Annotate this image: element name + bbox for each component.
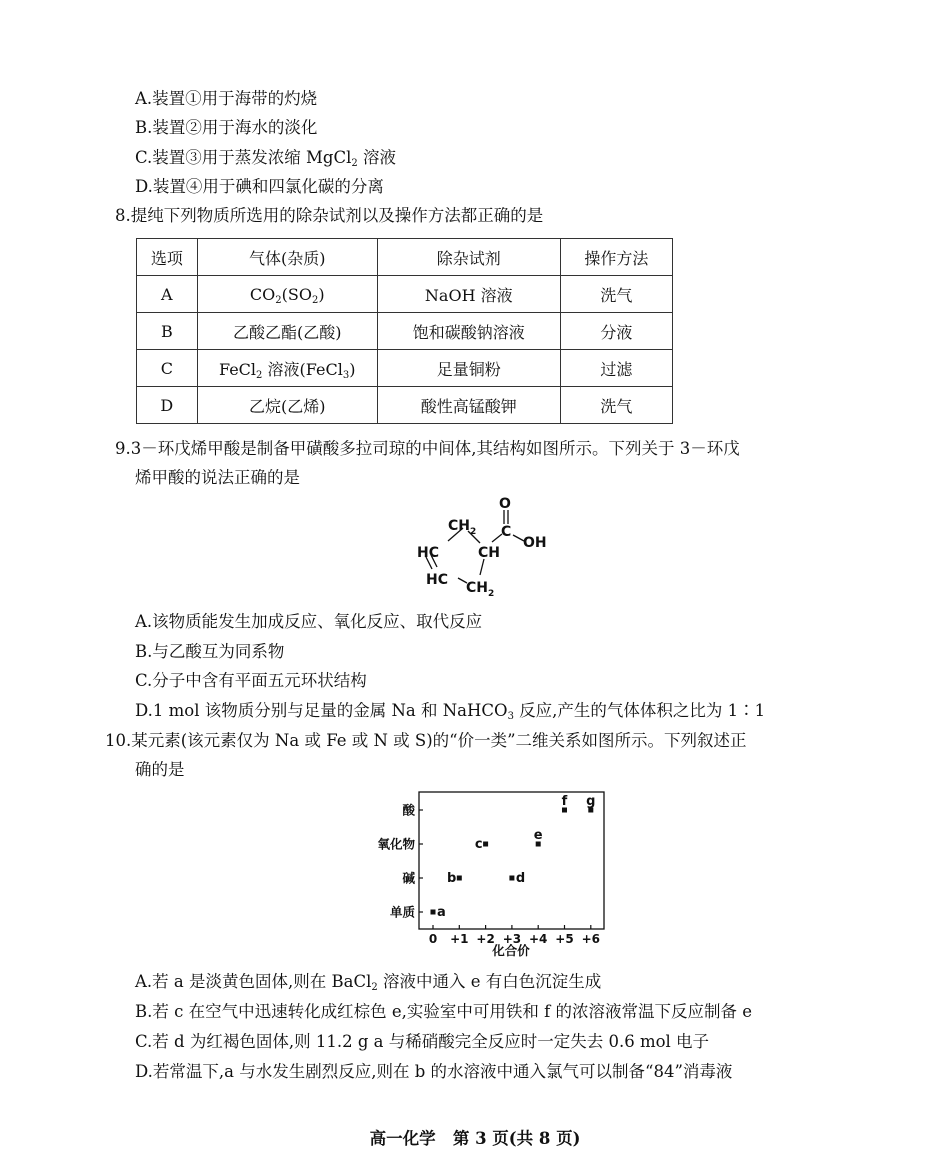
table-row: A $CO_2(SO_2)$ NaOH 溶液 洗气: [137, 276, 673, 313]
atom-ch: CH: [478, 545, 500, 561]
table-header: 除杂试剂: [377, 239, 560, 276]
x-tick-label: +5: [555, 932, 574, 946]
data-label-f: f: [561, 794, 568, 809]
q7-option-b: B.装置②用于海水的淡化: [135, 118, 318, 137]
x-tick-label: 0: [428, 932, 438, 946]
data-label-a: a: [437, 905, 446, 920]
q9-option-a: A.该物质能发生加成反应、氧化反应、取代反应: [135, 612, 483, 631]
data-point-c: [483, 842, 488, 847]
table-header: 操作方法: [560, 239, 672, 276]
table-row: B 乙酸乙酯(乙酸) 饱和碳酸钠溶液 分液: [137, 313, 673, 350]
data-point-a: [431, 910, 436, 915]
atom-ch2-top: $CH_2$: [448, 518, 477, 537]
q7-option-d: D.装置④用于碘和四氯化碳的分离: [135, 177, 384, 196]
q10-option-d: D.若常温下,a 与水发生剧烈反应,则在 b 的水溶液中通入氯气可以制备“84”消毒液: [135, 1062, 733, 1081]
table-row: D 乙烷(乙烯) 酸性高锰酸钾 洗气: [137, 387, 673, 424]
atom-hc-lower: HC: [426, 572, 448, 588]
data-label-e: e: [533, 828, 543, 843]
y-tick-label: 酸: [402, 802, 415, 818]
q8-stem: 8.提纯下列物质所选用的除杂试剂以及操作方法都正确的是: [115, 206, 544, 225]
q9-structure-diagram: [400, 495, 570, 605]
chart-frame: [419, 792, 604, 929]
data-label-c: c: [474, 837, 483, 852]
q10-option-c: C.若 d 为红褐色固体,则 11.2 g a 与稀硝酸完全反应时一定失去 0.6 mol 电子: [135, 1032, 710, 1051]
atom-oh: OH: [523, 535, 547, 551]
q10-stem-line1: 10.某元素(该元素仅为 Na 或 Fe 或 N 或 S)的“价一类”二维关系如图所示。下列叙述正: [105, 731, 747, 750]
data-point-d: [509, 876, 514, 881]
data-label-d: d: [515, 871, 526, 886]
q9-stem-line1: 9.3－环戊烯甲酸是制备甲磺酸多拉司琼的中间体,其结构如图所示。下列关于 3－环戊: [115, 439, 740, 458]
data-label-b: b: [446, 871, 457, 886]
table-header: 选项: [137, 239, 198, 276]
x-tick-label: +2: [476, 932, 495, 946]
data-label-g: g: [586, 794, 596, 809]
q7-option-a: A.装置①用于海带的灼烧: [135, 89, 318, 108]
q10-option-b: B.若 c 在空气中迅速转化成红棕色 e,实验室中可用铁和 f 的浓溶液常温下反应制备 e: [135, 1002, 752, 1021]
table-header: 气体(杂质): [197, 239, 377, 276]
q9-option-d: D.1 mol 该物质分别与足量的金属 Na 和 NaHCO$_3$ 反应,产生的气体体积之比为 1∶1: [135, 701, 766, 722]
y-tick-label: 单质: [389, 904, 415, 920]
atom-c: C: [501, 524, 512, 540]
q9-option-c: C.分子中含有平面五元环状结构: [135, 671, 367, 690]
atom-o: O: [499, 496, 511, 512]
q9-stem-line2: 烯甲酸的说法正确的是: [135, 468, 300, 487]
x-axis-label: 化合价: [492, 943, 530, 958]
table-row: C FeCl$_2$ 溶液(FeCl$_3$) 足量铜粉 过滤: [137, 350, 673, 387]
y-tick-label: 碱: [402, 870, 415, 886]
y-tick-label: 氧化物: [377, 836, 415, 852]
q8-table: [136, 238, 673, 424]
data-point-b: [457, 876, 462, 881]
x-tick-label: +4: [528, 932, 548, 946]
q10-valence-chart: [355, 788, 615, 960]
q7-option-c: C.装置③用于蒸发浓缩 MgCl$_2$ 溶液: [135, 148, 397, 169]
atom-ch2-bottom: $CH_2$: [466, 580, 495, 599]
atom-hc-upper: HC: [417, 545, 439, 561]
q10-option-a: A.若 a 是淡黄色固体,则在 BaCl$_2$ 溶液中通入 e 有白色沉淀生成: [135, 972, 602, 993]
page-footer: 高一化学 第 3 页(共 8 页): [369, 1129, 581, 1148]
x-tick-label: +1: [450, 932, 469, 946]
table-header-row: [137, 239, 673, 276]
x-tick-label: +6: [581, 932, 601, 946]
q9-option-b: B.与乙酸互为同系物: [135, 642, 285, 661]
q10-stem-line2: 确的是: [135, 760, 185, 779]
x-tick-label: +3: [502, 932, 522, 946]
